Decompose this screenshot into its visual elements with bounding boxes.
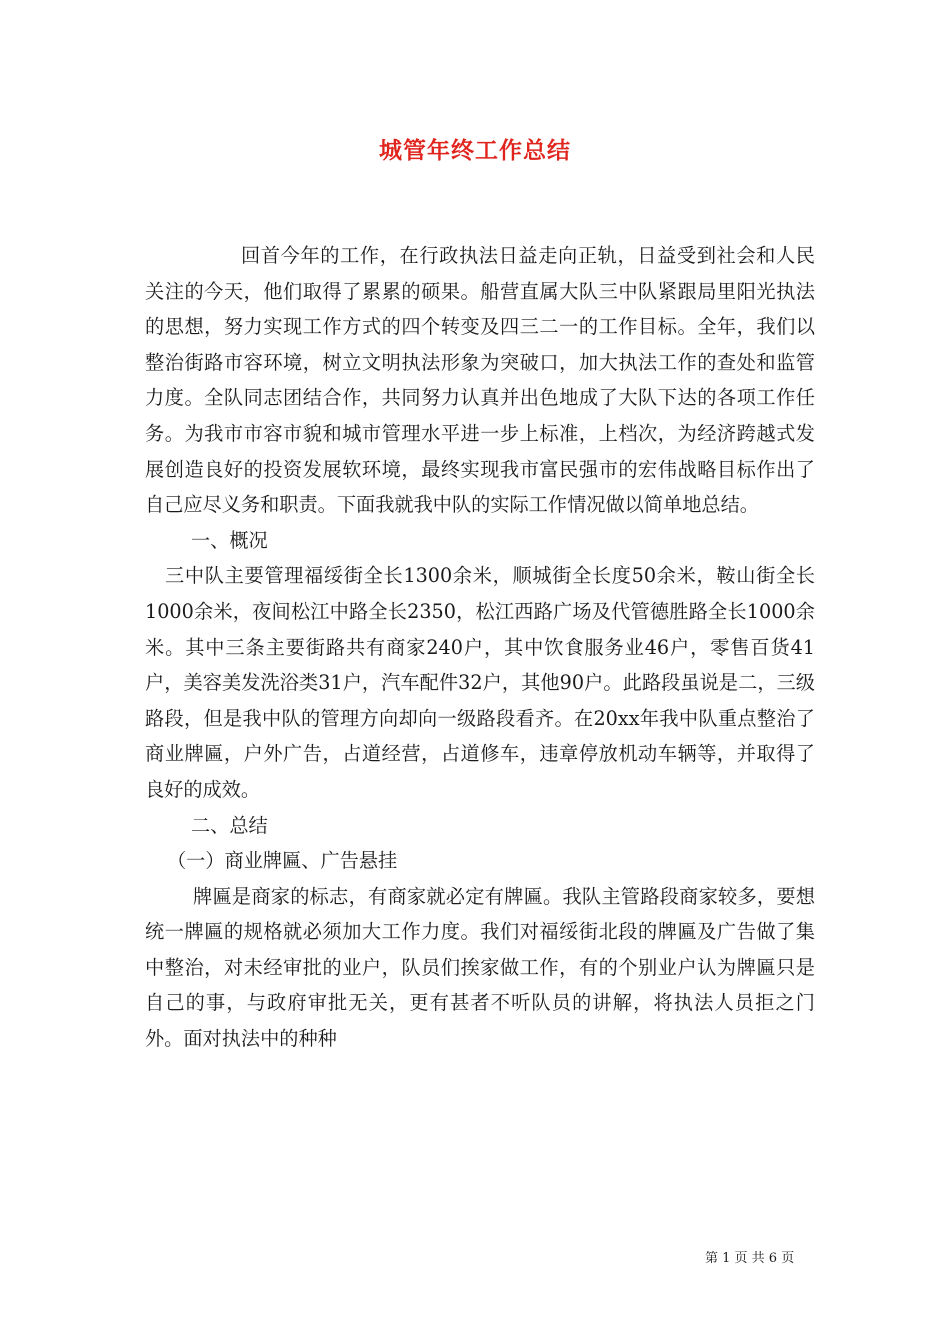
signboards-paragraph: 牌匾是商家的标志，有商家就必定有牌匾。我队主管路段商家较多，要想统一牌匾的规格就必须加大工作力度。我们对福绥街北段的牌匾及广告做了集中整治，对未经审批的业户，队员们挨家做工作，有的个别业户认为牌匾只是自己的事，与政府审批无关，更有甚者不听队员的讲解，将执法人员拒之门外。面对执法中的种种 (145, 884, 815, 1051)
subsection-heading-signboards: （一）商业牌匾、广告悬挂 (167, 849, 398, 873)
intro-paragraph: 回首今年的工作，在行政执法日益走向正轨，日益受到社会和人民关注的今天，他们取得了累累的硕果。船营直属大队三中队紧跟局里阳光执法的思想，努力实现工作方式的四个转变及四三二一的工作目标。全年，我们以整治街路市容环境，树立文明执法形象为突破口，加大执法工作的查处和监管力度。全队同志团结合作，共同努力认真并出色地成了大队下达的各项工作任务。为我市市容市貌和城市管理水平进一步上标准，上档次，为经济跨越式发展创造良好的投资发展软环境，最终实现我市富民强市的宏伟战略目标作出了自己应尽义务和职责。下面我就我中队的实际工作情况做以简单地总结。 (145, 244, 815, 517)
page-number: 第 1 页 共 6 页 (705, 1251, 795, 1266)
section-heading-overview: 一、概况 (191, 528, 268, 552)
overview-paragraph: 三中队主要管理福绥街全长1300余米，顺城街全长度50余米，鞍山街全长1000余米，夜间松江中路全长2350，松江西路广场及代管德胜路全长1000余米。其中三条主要街路共有商家240户，其中饮食服务业46户，零售百货41户，美容美发洗浴类31户，汽车配件32户，其他90户。此路段虽说是二，三级路段，但是我中队的管理方向却向一级路段看齐。在20xx年我中队重点整治了商业牌匾，户外广告，占道经营，占道修车，违章停放机动车辆等，并取得了良好的成效。 (145, 564, 815, 801)
section-heading-summary: 二、总结 (191, 813, 268, 837)
page-title: 城管年终工作总结 (379, 137, 571, 164)
document-body (145, 238, 815, 1057)
